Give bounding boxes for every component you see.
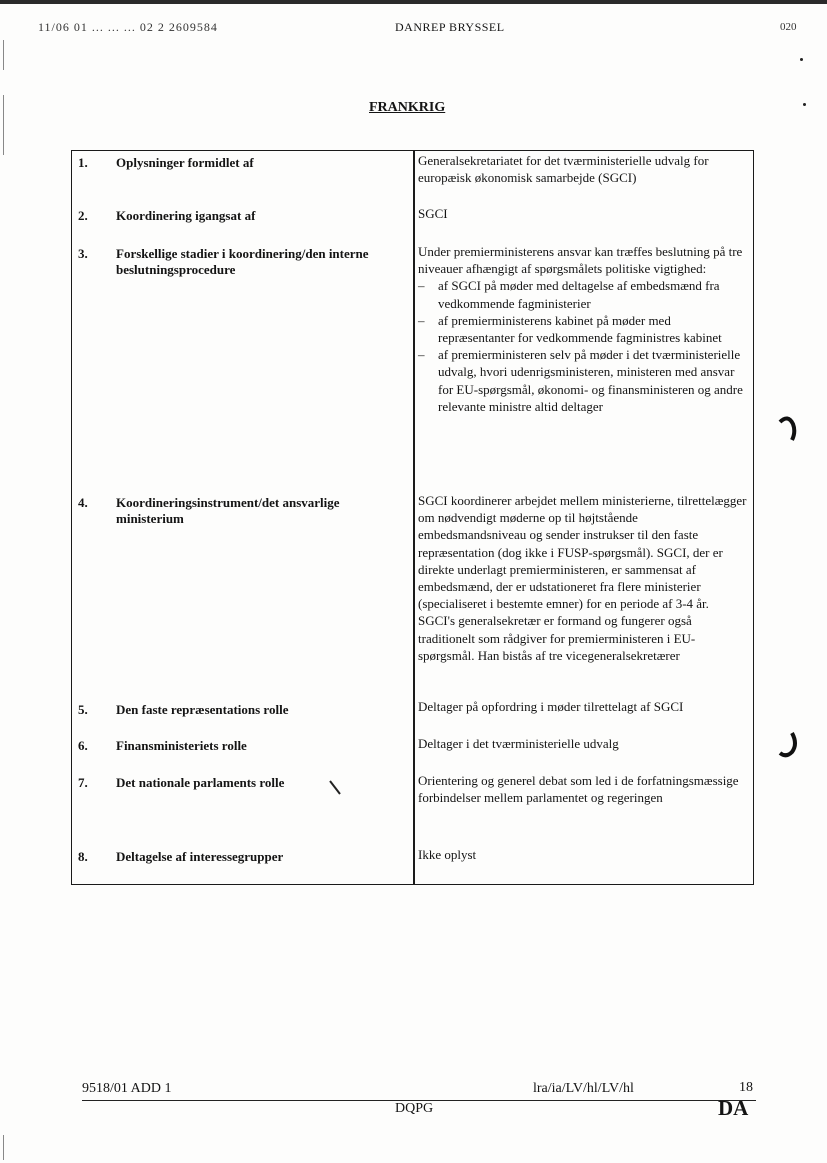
row-question: Forskellige stadier i koordinering/den interne beslutningsprocedure (116, 246, 369, 277)
answer-bullet: – af premierministerens kabinet på møder med repræsentanter for vedkommende fagministres kabinet (418, 312, 748, 346)
footer-language-code: DA (718, 1096, 749, 1120)
answer-bullet: – af premierministeren selv på møder i det tværministerielle udvalg, hvori udenrigsministeren, ministeren med ansvar for EU-spørgsmål, økonomi- og finansministeren og andre relevante ministre altid deltager (418, 346, 748, 415)
row-answer: Generalsekretariatet for det tværministerielle udvalg for europæisk økonomisk samarbejde (SGCI) (418, 153, 709, 186)
row-number: 4. (78, 495, 88, 510)
row-answer: Deltager i det tværministerielle udvalg (418, 736, 619, 751)
row-number: 3. (78, 246, 88, 261)
scan-margin-line (3, 40, 4, 70)
scan-speck (800, 58, 803, 61)
row-answer: Orientering og generel debat som led i de forfatningsmæssige forbindelser mellem parlamentet og regeringen (418, 773, 739, 806)
fax-top-rule (0, 0, 827, 4)
row-number: 6. (78, 738, 88, 753)
row-number: 7. (78, 775, 88, 790)
row-answer (418, 243, 748, 415)
footer-page-number: 18 (739, 1080, 753, 1095)
pen-tick-mark (328, 779, 344, 799)
row-question: Finansministeriets rolle (116, 738, 247, 753)
column-divider (413, 150, 415, 885)
row-question: Den faste repræsentations rolle (116, 702, 289, 717)
footer-author-code: lra/ia/LV/hl/LV/hl (533, 1081, 634, 1096)
row-number: 8. (78, 849, 88, 864)
row-question: Deltagelse af interessegrupper (116, 849, 284, 864)
row-answer: Ikke oplyst (418, 847, 477, 862)
row-number: 1. (78, 155, 88, 170)
answer-bullet-list (418, 277, 748, 415)
row-question: Koordineringsinstrument/det ansvarlige ministerium (116, 495, 340, 526)
row-question: Det nationale parlaments rolle (116, 775, 285, 790)
fax-header-sender: DANREP BRYSSEL (395, 20, 505, 34)
scan-speck (803, 103, 806, 106)
fax-header-page: 020 (780, 21, 797, 33)
footer-document-reference: 9518/01 ADD 1 (82, 1081, 172, 1096)
answer-bullet: – af SGCI på møder med deltagelse af embedsmænd fra vedkommende fagministerier (418, 277, 748, 311)
fax-header-left: 11/06 01 ... ... ... 02 2 2609584 (38, 20, 218, 34)
row-answer: SGCI koordinerer arbejdet mellem ministerierne, tilrettelægger om nødvendigt møderne op til højtstående embedsmandsniveau og sender instrukser til den faste repræsentation (dog ikke i FUSP-spørgsmål). SGCI, der er direkte underlagt premierministeren, er sammensat af embedsmænd, der er udstationeret fra flere ministerier (specialiseret i bestemte emner) for en periode af 3-4 år. SGCI's generalsekretær er formand og fungerer også traditionelt som rådgiver for premierministeren i EU-spørgsmål. Han bistås af tre vicegeneralsekretærer (418, 493, 747, 663)
coordination-table (71, 150, 754, 885)
footer-department: DQPG (395, 1101, 434, 1116)
page-title: FRANKRIG (369, 100, 446, 115)
answer-intro: Under premierministerens ansvar kan træffes beslutning på tre niveauer afhængigt af spørgsmålets politiske vigtighed: (418, 244, 743, 277)
punch-hole-mark (776, 730, 798, 758)
scan-margin-line (3, 1135, 4, 1160)
row-question: Koordinering igangsat af (116, 208, 256, 223)
row-question: Oplysninger formidlet af (116, 155, 254, 170)
row-number: 5. (78, 702, 88, 717)
punch-hole-mark (776, 416, 798, 442)
row-answer: SGCI (418, 206, 448, 221)
row-answer: Deltager på opfordring i møder tilrettelagt af SGCI (418, 699, 684, 714)
scan-margin-line (3, 95, 4, 155)
row-number: 2. (78, 208, 88, 223)
